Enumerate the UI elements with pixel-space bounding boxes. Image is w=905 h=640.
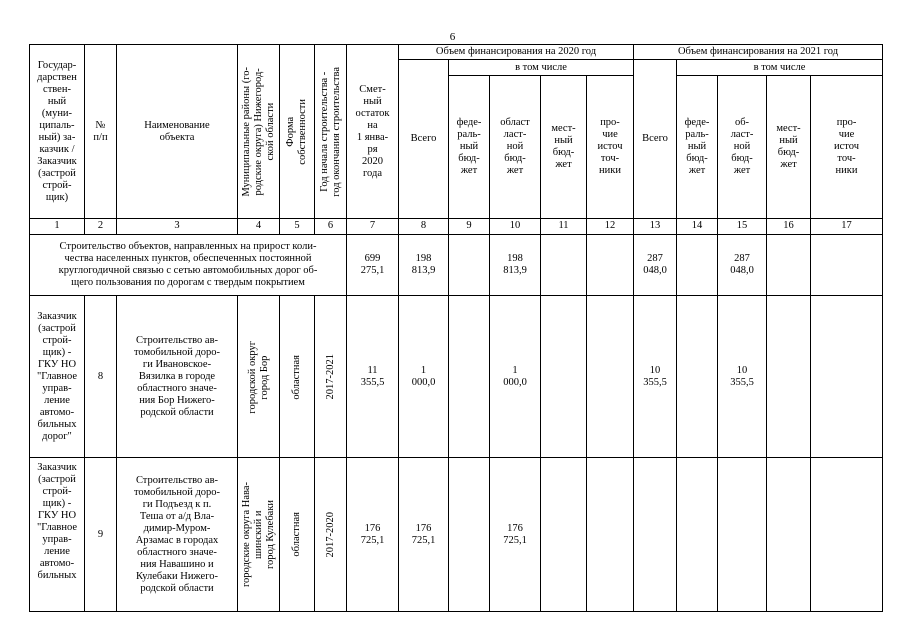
empty-cell [587, 234, 634, 296]
row-estimate: 176 725,1 [347, 458, 399, 612]
header-total-2020: Всего [399, 60, 449, 219]
row-total-2021 [634, 458, 677, 612]
header-regional-2020: област ласт- ной бюд- жет [490, 75, 541, 218]
column-number: 10 [490, 219, 541, 234]
row-regional-2021 [718, 458, 767, 612]
row-total-2020: 176 725,1 [399, 458, 449, 612]
row-number: 8 [85, 296, 117, 458]
row-object-name: Строительство ав- томобильной доро- ги Подъезд к п. Теша от а/д Вла- димир-Муром- Арзамас в городах областного значе- ния Навашино и Кулебаки Нижего- родской области [117, 458, 238, 612]
header-local-2021: мест- ный бюд- жет [767, 75, 811, 218]
header-number: № п/п [85, 45, 117, 219]
row-estimate: 11 355,5 [347, 296, 399, 458]
row-years-cell [315, 296, 347, 458]
row-district: городской округ город Бор [246, 340, 270, 414]
header-total-2021: Всего [634, 60, 677, 219]
header-regional-2021: об- ласт- ной бюд- жет [718, 75, 767, 218]
column-number: 17 [811, 219, 883, 234]
row-district-cell [238, 296, 280, 458]
section-total-2020: 198 813,9 [399, 234, 449, 296]
header-row-1 [30, 45, 883, 60]
row-years-cell [315, 458, 347, 612]
row-district: городские округа Нава- шинский и город Кулебаки [240, 482, 276, 588]
header-federal-2020: феде- раль- ный бюд- жет [449, 75, 490, 218]
row-ownership-cell [280, 296, 315, 458]
column-number: 5 [280, 219, 315, 234]
row-ownership: областная [291, 354, 302, 400]
header-district-cell [238, 45, 280, 219]
row-federal-2021 [677, 458, 718, 612]
row-federal-2020 [449, 296, 490, 458]
column-number: 6 [315, 219, 347, 234]
empty-cell [811, 234, 883, 296]
row-ownership: областная [291, 512, 302, 557]
header-other-2020: про- чие источ точ- ники [587, 75, 634, 218]
header-ownership: Форма собственности [285, 98, 308, 165]
header-district: Муниципальные районы (го- родские округа) Нижегород- ской области [240, 66, 276, 197]
header-years: Год начала строительства - год окончания строительства [318, 66, 342, 197]
row-regional-2021: 10 355,5 [718, 296, 767, 458]
row-number: 9 [85, 458, 117, 612]
row-district-cell [238, 458, 280, 612]
header-customer: Государ- дарствен ствен- ный (муни- ципаль- ный) за- казчик / Заказчик (застрой строй- щик) [30, 45, 85, 219]
column-number-row [30, 219, 883, 234]
row-federal-2021 [677, 296, 718, 458]
section-estimate: 699 275,1 [347, 234, 399, 296]
column-number: 13 [634, 219, 677, 234]
column-number: 1 [30, 219, 85, 234]
header-financing-2020: Объем финансирования на 2020 год [399, 45, 634, 60]
header-federal-2021: феде- раль- ный бюд- жет [677, 75, 718, 218]
column-number: 12 [587, 219, 634, 234]
page-number: 6 [449, 31, 456, 43]
header-object-name: Наименование объекта [117, 45, 238, 219]
column-number: 11 [541, 219, 587, 234]
row-ownership-cell [280, 458, 315, 612]
empty-cell [541, 234, 587, 296]
row-customer [30, 458, 85, 612]
section-row [30, 234, 883, 296]
header-ownership-cell [280, 45, 315, 219]
section-regional-2020: 198 813,9 [490, 234, 541, 296]
table-row [30, 458, 883, 612]
header-including-2020: в том числе [449, 60, 634, 75]
section-total-2021: 287 048,0 [634, 234, 677, 296]
row-other-2021 [811, 296, 883, 458]
row-customer-text: Заказчик (застрой строй- щик) - ГКУ НО "Главное управ- ление автомо- бильных [36, 461, 78, 581]
column-number: 7 [347, 219, 399, 234]
header-estimate-balance: Смет- ный остаток на 1 янва- ря 2020 года [347, 45, 399, 219]
financing-table [29, 44, 883, 612]
row-regional-2020: 1 000,0 [490, 296, 541, 458]
row-object-name: Строительство ав- томобильной доро- ги Ивановское- Вязилка в городе областного значе- ния Бор Нижего- родской области [117, 296, 238, 458]
row-local-2021 [767, 458, 811, 612]
row-local-2020 [541, 458, 587, 612]
header-including-2021: в том числе [677, 60, 883, 75]
column-number: 14 [677, 219, 718, 234]
column-number: 2 [85, 219, 117, 234]
column-number: 16 [767, 219, 811, 234]
header-other-2021: про- чие источ точ- ники [811, 75, 883, 218]
header-local-2020: мест- ный бюд- жет [541, 75, 587, 218]
empty-cell [767, 234, 811, 296]
section-regional-2021: 287 048,0 [718, 234, 767, 296]
column-number: 8 [399, 219, 449, 234]
header-financing-2021: Объем финансирования на 2021 год [634, 45, 883, 60]
column-number: 9 [449, 219, 490, 234]
row-regional-2020: 176 725,1 [490, 458, 541, 612]
row-total-2021: 10 355,5 [634, 296, 677, 458]
row-other-2021 [811, 458, 883, 612]
empty-cell [677, 234, 718, 296]
column-number: 15 [718, 219, 767, 234]
section-title: Строительство объектов, направленных на прирост коли- чества населенных пунктов, обеспеченных постоянной круглогодичной связью с сетью автомобильных дорог об- щего пользования по дорогам с твердым покрытием [30, 234, 347, 296]
row-total-2020: 1 000,0 [399, 296, 449, 458]
table-row [30, 296, 883, 458]
row-customer: Заказчик (застрой строй- щик) - ГКУ НО "Главное управ- ление автомо- бильных дорог" [30, 296, 85, 458]
column-number: 3 [117, 219, 238, 234]
row-federal-2020 [449, 458, 490, 612]
row-other-2020 [587, 458, 634, 612]
empty-cell [449, 234, 490, 296]
row-years: 2017-2021 [324, 354, 336, 400]
header-years-cell [315, 45, 347, 219]
row-years: 2017-2020 [324, 511, 336, 558]
column-number: 4 [238, 219, 280, 234]
row-other-2020 [587, 296, 634, 458]
row-local-2021 [767, 296, 811, 458]
row-local-2020 [541, 296, 587, 458]
